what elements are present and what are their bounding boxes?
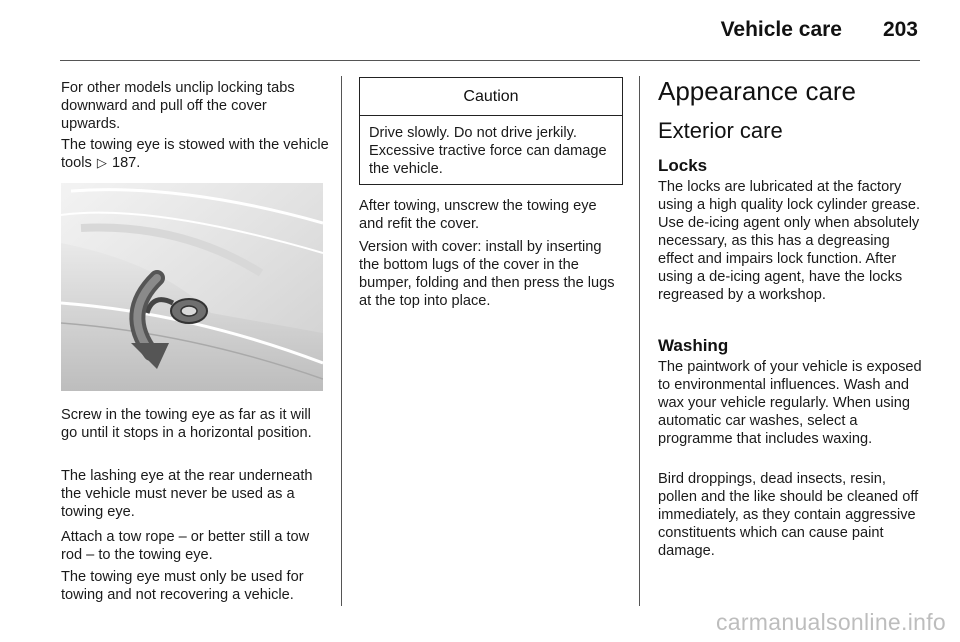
paragraph-unclip-tabs: For other models unclip locking tabs downward and pull off the cover upwards. bbox=[61, 80, 295, 132]
paragraph-version-with-cover: Version with cover: install by inserting the bottom lugs of the cover in the bumper, folding and then press the lugs at the top into place. bbox=[359, 239, 615, 309]
caution-box bbox=[359, 77, 623, 185]
caution-title: Caution bbox=[360, 78, 622, 116]
heading-appearance-care: Appearance care bbox=[658, 76, 857, 106]
paragraph-bird-droppings: Bird droppings, dead insects, resin, pollen and the like should be cleaned off immediately, as they contain aggressive constituents which can cause paint damage. bbox=[658, 471, 919, 559]
paragraph-screw-in: Screw in the towing eye as far as it will go until it stops in a horizontal position. bbox=[61, 407, 312, 441]
paragraph-towing-eye-stowed: The towing eye is stowed with the vehicle tools ▷ 187. bbox=[61, 137, 329, 171]
heading-washing: Washing bbox=[658, 336, 729, 355]
towing-eye-illustration bbox=[61, 183, 323, 391]
paragraph-after-towing: After towing, unscrew the towing eye and refit the cover. bbox=[359, 198, 597, 232]
page-header bbox=[0, 0, 960, 60]
page-number: 203 bbox=[882, 18, 918, 41]
caution-text: Drive slowly. Do not drive jerkily. Excessive tractive force can damage the vehicle. bbox=[369, 125, 607, 177]
watermark: carmanualsonline.info bbox=[715, 609, 946, 635]
heading-locks: Locks bbox=[658, 156, 708, 175]
paragraph-only-towing: The towing eye must only be used for towing and not recovering a vehicle. bbox=[61, 569, 304, 603]
heading-exterior-care: Exterior care bbox=[658, 118, 783, 143]
column-divider-2 bbox=[639, 76, 640, 606]
paragraph-lashing-eye: The lashing eye at the rear underneath the vehicle must never be used as a towing eye. bbox=[61, 468, 313, 520]
header-rule bbox=[60, 60, 920, 61]
column-divider-1 bbox=[341, 76, 342, 606]
page-reference-link[interactable]: 187. bbox=[111, 155, 141, 171]
paragraph-locks: The locks are lubricated at the factory using a high quality lock cylinder grease. Use de-icing agent only when absolutely necessary, as this has a degreasing effect and impairs lock function. After using a de-icing agent, have the locks regreased by a workshop. bbox=[658, 179, 921, 303]
paragraph-washing: The paintwork of your vehicle is exposed to environmental influences. Wash and wax your vehicle regularly. When using automatic car washes, select a programme that includes waxing. bbox=[658, 359, 922, 447]
paragraph-attach-rope: Attach a tow rope – or better still a tow rod – to the towing eye. bbox=[61, 529, 310, 563]
section-title: Vehicle care bbox=[720, 18, 842, 41]
reference-arrow-icon: ▷ bbox=[96, 155, 107, 170]
